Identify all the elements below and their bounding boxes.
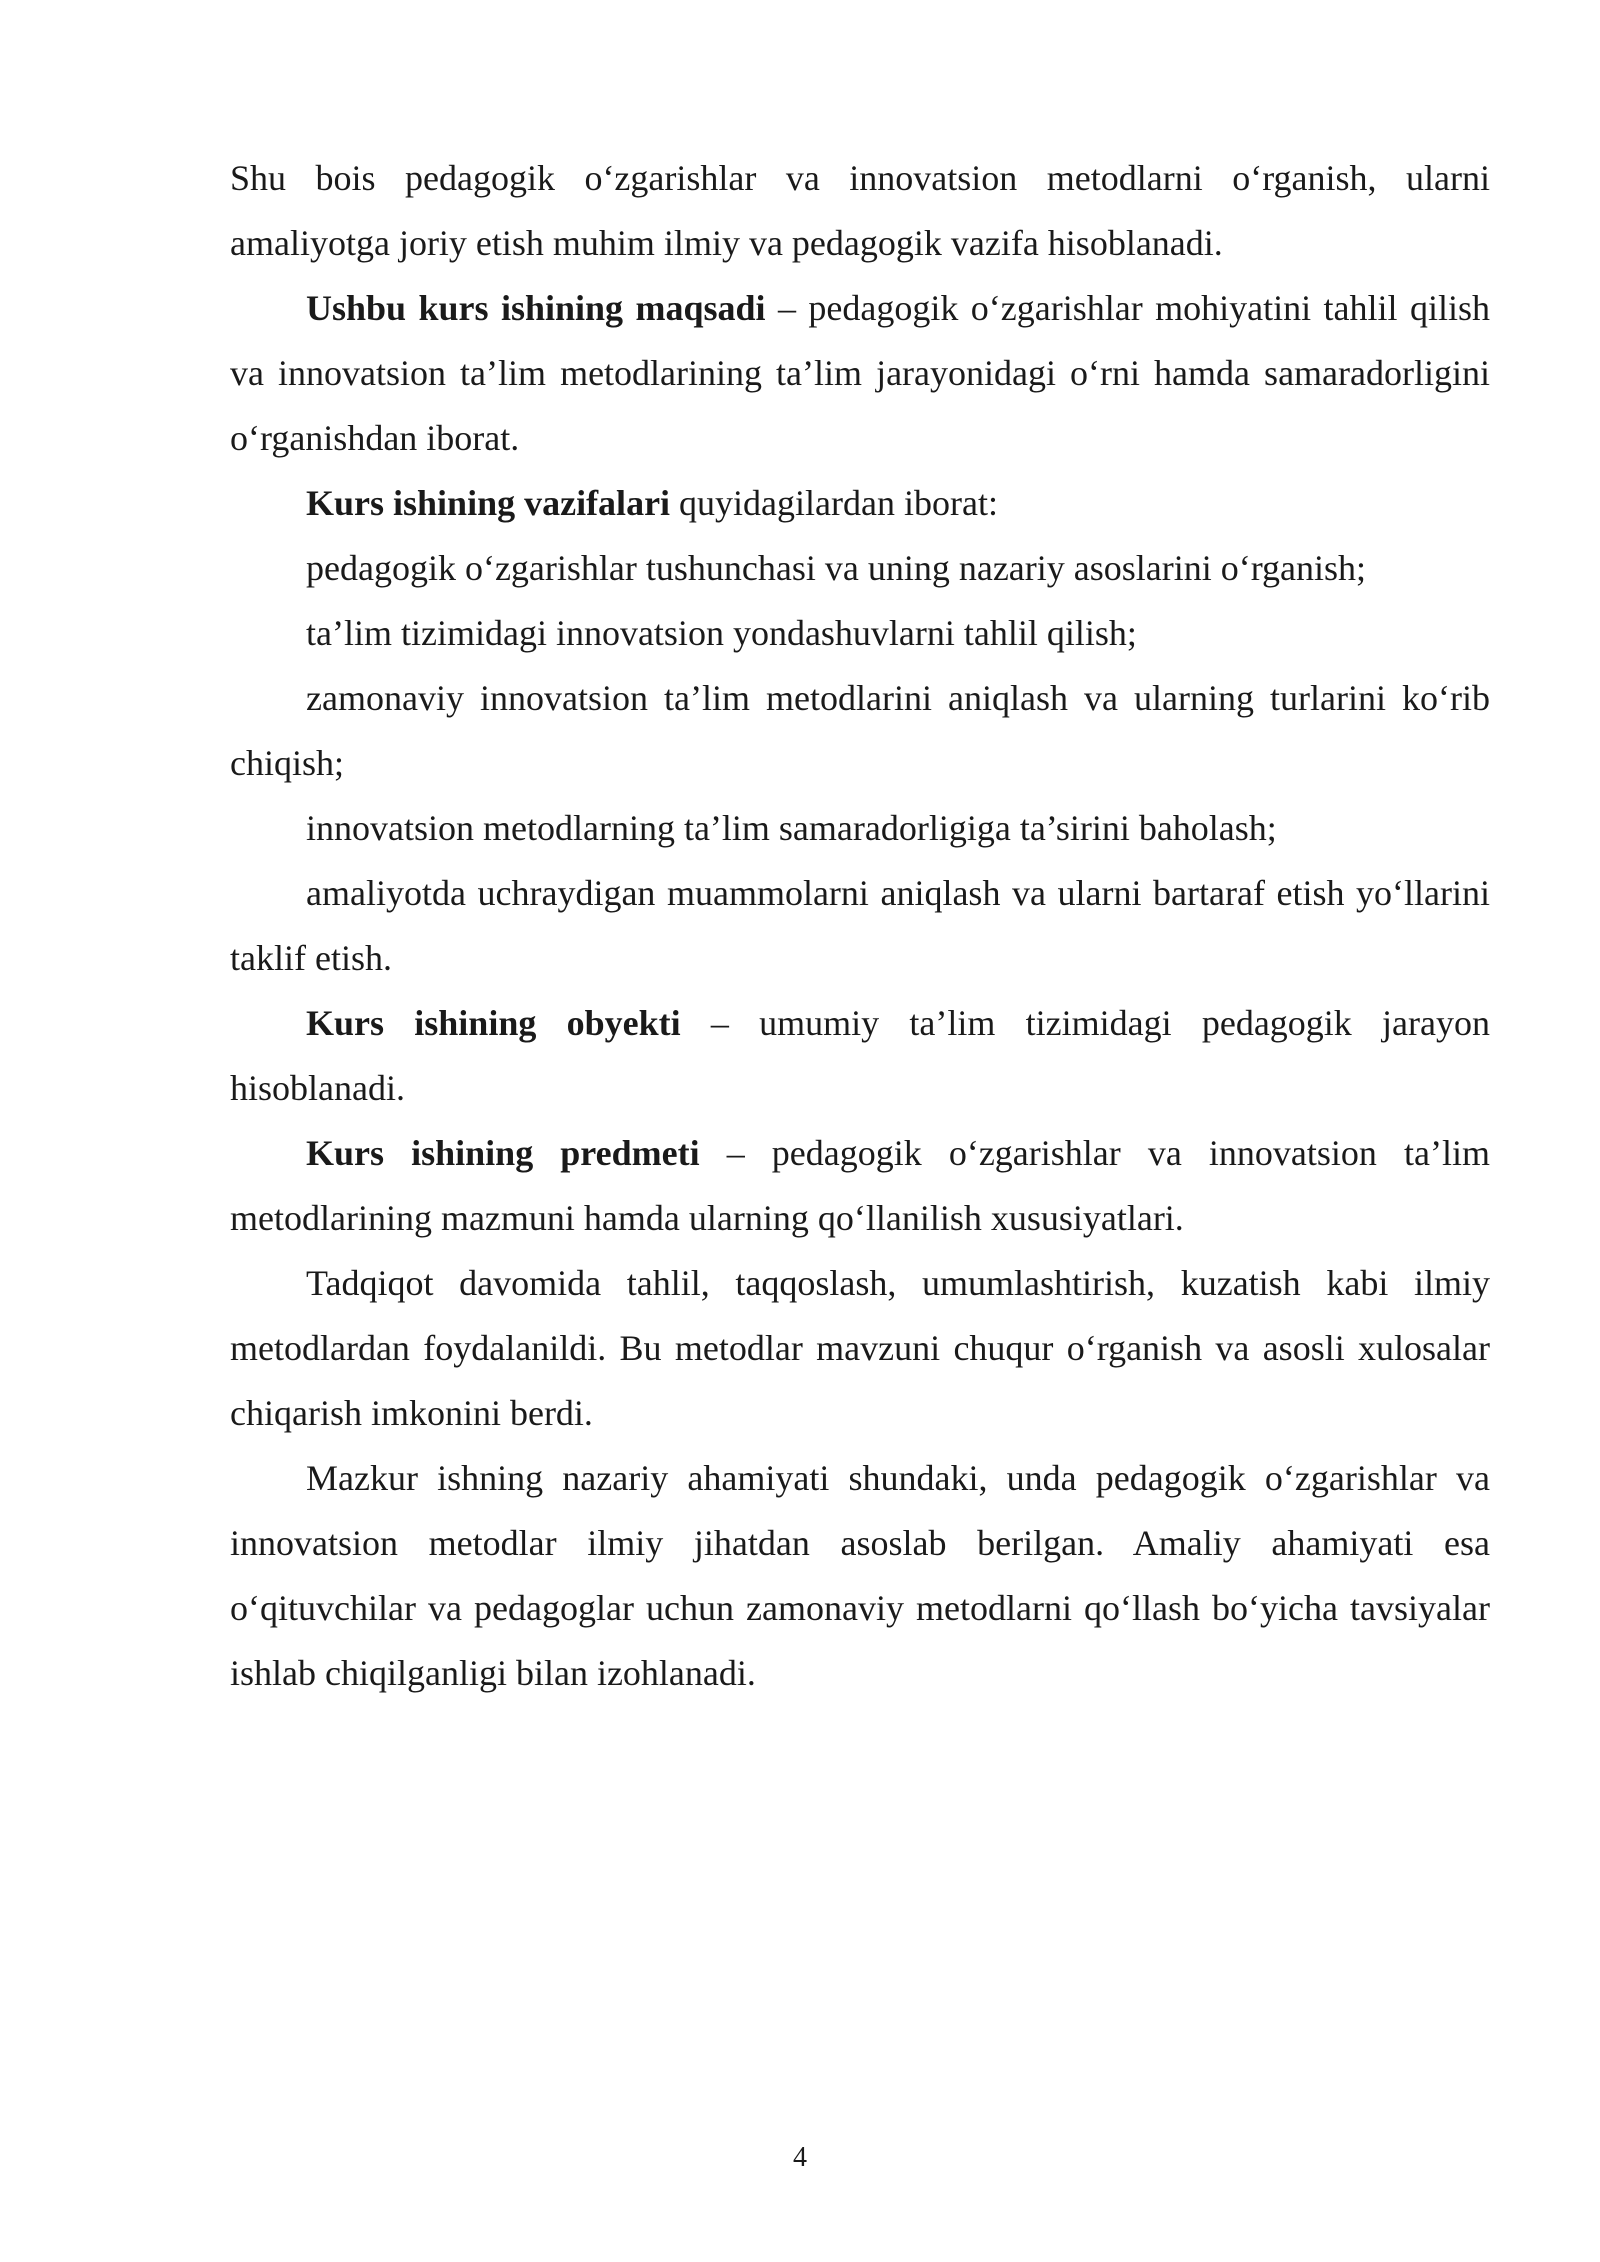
paragraph-heading-subject: Kurs ishining predmeti <box>306 1133 700 1173</box>
paragraph-text: – pedagogik o‘zgarishlar mohiyatini tahlil qilish va innovatsion ta’lim metodlarining ta’lim jarayonidagi o‘rni hamda samaradorligini o‘rganishdan iborat. <box>230 288 1490 458</box>
paragraph-heading-object: Kurs ishining obyekti <box>306 1003 681 1043</box>
task-item-text: ta’lim tizimidagi innovatsion yondashuvlarni tahlil qilish; <box>306 613 1137 653</box>
paragraph-text: Tadqiqot davomida tahlil, taqqoslash, umumlashtirish, kuzatish kabi ilmiy metodlardan foydalanildi. Bu metodlar mavzuni chuqur o‘rganish va asosli xulosalar chiqarish imkonini berdi. <box>230 1263 1490 1433</box>
paragraph-intro <box>230 146 1490 276</box>
paragraph-goal <box>230 276 1490 471</box>
paragraph-tasks <box>230 471 1490 536</box>
task-item <box>230 536 1490 601</box>
paragraph-object <box>230 991 1490 1121</box>
paragraph-heading-tasks: Kurs ishining vazifalari <box>306 483 671 523</box>
paragraph-text: – umumiy ta’lim tizimidagi pedagogik jarayon hisoblanadi. <box>230 1003 1491 1108</box>
paragraph-text: quyidagilardan iborat: <box>670 483 998 523</box>
task-item-text: pedagogik o‘zgarishlar tushunchasi va uning nazariy asoslarini o‘rganish; <box>306 548 1367 588</box>
page-number: 4 <box>793 2142 807 2173</box>
task-item <box>230 796 1490 861</box>
page-body <box>230 146 1490 1706</box>
paragraph-methods <box>230 1251 1490 1446</box>
task-item <box>230 861 1490 991</box>
paragraph-heading-goal: Ushbu kurs ishining maqsadi <box>306 288 766 328</box>
paragraph-text: – pedagogik o‘zgarishlar va innovatsion ta’lim metodlarining mazmuni hamda ularning qo‘llanilish xususiyatlari. <box>230 1133 1490 1238</box>
task-item <box>230 601 1490 666</box>
paragraph-text: Shu bois pedagogik o‘zgarishlar va innovatsion metodlarni o‘rganish, ularni amaliyotga joriy etish muhim ilmiy va pedagogik vazifa hisoblanadi. <box>230 158 1490 263</box>
task-item-text: amaliyotda uchraydigan muammolarni aniqlash va ularni bartaraf etish yo‘llarini taklif etish. <box>230 873 1490 978</box>
task-item-text: zamonaviy innovatsion ta’lim metodlarini aniqlash va ularning turlarini ko‘rib chiqish; <box>230 678 1490 783</box>
paragraph-significance <box>230 1446 1490 1706</box>
task-item-text: innovatsion metodlarning ta’lim samaradorligiga ta’sirini baholash; <box>306 808 1277 848</box>
task-item <box>230 666 1490 796</box>
paragraph-text: Mazkur ishning nazariy ahamiyati shundaki, unda pedagogik o‘zgarishlar va innovatsion metodlar ilmiy jihatdan asoslab berilgan. Amaliy ahamiyati esa o‘qituvchilar va pedagoglar uchun zamonaviy metodlarni qo‘llash bo‘yicha tavsiyalar ishlab chiqilganligi bilan izohlanadi. <box>230 1458 1490 1693</box>
paragraph-subject <box>230 1121 1490 1251</box>
